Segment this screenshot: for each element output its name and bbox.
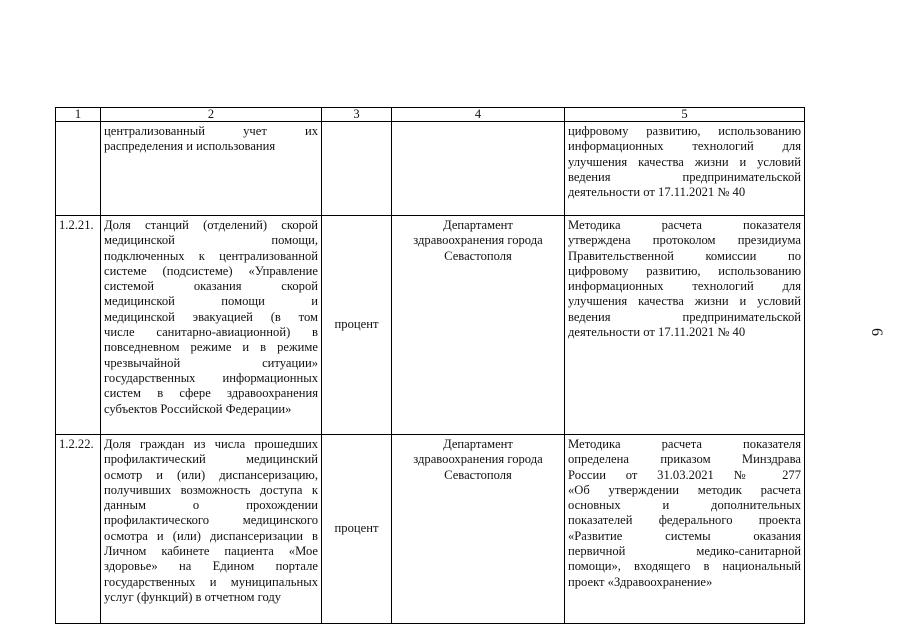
- table-row: [56, 435, 805, 624]
- header-cell-4: 4: [392, 108, 565, 122]
- text-line: цифровому развитию, использованию: [568, 124, 801, 138]
- text-line: государственных и муниципальных: [104, 574, 318, 589]
- row-number: 1.2.21.: [56, 216, 101, 435]
- text-line: системой оказания скорой: [104, 279, 318, 294]
- method-cell: [565, 216, 805, 435]
- text-line: информационных технологий для: [568, 139, 801, 154]
- header-row: [56, 108, 805, 122]
- text-line: субъектов Российской Федерации»: [104, 401, 292, 416]
- text-line: Доля станций (отделений) скорой: [104, 218, 318, 232]
- text-line: ведения предпринимательской: [568, 169, 801, 184]
- text-line: государственных информационных: [104, 370, 318, 385]
- row-number: 1.2.22.: [56, 435, 101, 624]
- method-cell: [565, 122, 805, 216]
- responsible-cell: [392, 216, 565, 435]
- responsible-cell: [392, 122, 565, 216]
- text-line: показателей федерального проекта: [568, 513, 801, 528]
- text-line: системе (подсистеме) «Управление: [104, 263, 318, 278]
- text-line: помощи», входящего в национальный: [568, 559, 801, 574]
- indicator-description: [101, 435, 322, 624]
- text-line: Правительственной комиссии по: [568, 248, 801, 263]
- page-number: 6: [868, 328, 885, 336]
- text-line: Личном кабинете пациента «Мое: [104, 544, 318, 559]
- text-line: получивших возможность доступа к: [104, 482, 318, 497]
- text-line: осмотр и (или) диспансеризацию,: [104, 467, 318, 482]
- text-line: деятельности от 17.11.2021 № 40: [568, 185, 746, 200]
- text-line: Доля граждан из числа прошедших: [104, 437, 318, 451]
- method-cell: [565, 435, 805, 624]
- text-line: здравоохранения города: [413, 233, 543, 248]
- indicator-description: [101, 216, 322, 435]
- text-line: Департамент: [443, 218, 513, 232]
- continuation-row: [56, 122, 805, 216]
- text-line: централизованный учет их: [104, 124, 318, 138]
- text-line: цифровому развитию, использованию: [568, 263, 801, 278]
- responsible-cell: [392, 435, 565, 624]
- text-line: систем в сфере здравоохранения: [104, 386, 318, 401]
- text-line: распределения и использования: [104, 139, 276, 154]
- text-line: Методика расчета показателя: [568, 437, 801, 451]
- text-line: информационных технологий для: [568, 279, 801, 294]
- header-cell-2: 2: [101, 108, 322, 122]
- text-line: профилактического медицинского: [104, 513, 318, 528]
- indicators-table: [55, 107, 805, 624]
- text-line: Методика расчета показателя: [568, 218, 801, 232]
- text-line: «Развитие системы оказания: [568, 528, 801, 543]
- text-line: первичной медико-санитарной: [568, 544, 801, 559]
- text-line: числе санитарно-авиационной) в: [104, 325, 318, 340]
- text-line: улучшения качества жизни и условий: [568, 154, 801, 169]
- text-line: ведения предпринимательской: [568, 309, 801, 324]
- unit-cell: процент: [322, 216, 392, 435]
- text-line: осмотра и (или) диспансеризации в: [104, 528, 318, 543]
- text-line: проект «Здравоохранение»: [568, 574, 713, 589]
- text-line: Севастополя: [444, 467, 512, 482]
- text-line: данным о прохождении: [104, 498, 318, 513]
- text-line: профилактический медицинский: [104, 452, 318, 467]
- row-number-cell: [56, 122, 101, 216]
- text-line: медицинской помощи и: [104, 294, 318, 309]
- text-line: Департамент: [443, 437, 513, 451]
- text-line: чрезвычайной ситуации»: [104, 355, 318, 370]
- unit-cell: процент: [322, 435, 392, 624]
- text-line: здравоохранения города: [413, 452, 543, 467]
- text-line: определена приказом Минздрава: [568, 452, 801, 467]
- text-line: услуг (функций) в отчетном году: [104, 589, 282, 604]
- text-line: основных и дополнительных: [568, 498, 801, 513]
- text-line: утверждена протоколом президиума: [568, 233, 801, 248]
- text-line: России от 31.03.2021 № 277: [568, 467, 801, 482]
- text-line: деятельности от 17.11.2021 № 40: [568, 325, 746, 340]
- text-line: улучшения качества жизни и условий: [568, 294, 801, 309]
- text-line: медицинской помощи,: [104, 233, 318, 248]
- text-line: подключенных к централизованной: [104, 248, 318, 263]
- indicator-description: [101, 122, 322, 216]
- text-line: Севастополя: [444, 248, 512, 263]
- text-line: «Об утверждении методик расчета: [568, 482, 801, 497]
- text-line: медицинской эвакуацией (в том: [104, 309, 318, 324]
- table-row: [56, 216, 805, 435]
- header-cell-3: 3: [322, 108, 392, 122]
- text-line: здоровье» на Едином портале: [104, 559, 318, 574]
- unit-cell: [322, 122, 392, 216]
- header-cell-1: 1: [56, 108, 101, 122]
- text-line: повседневном режиме и в режиме: [104, 340, 318, 355]
- header-cell-5: 5: [565, 108, 805, 122]
